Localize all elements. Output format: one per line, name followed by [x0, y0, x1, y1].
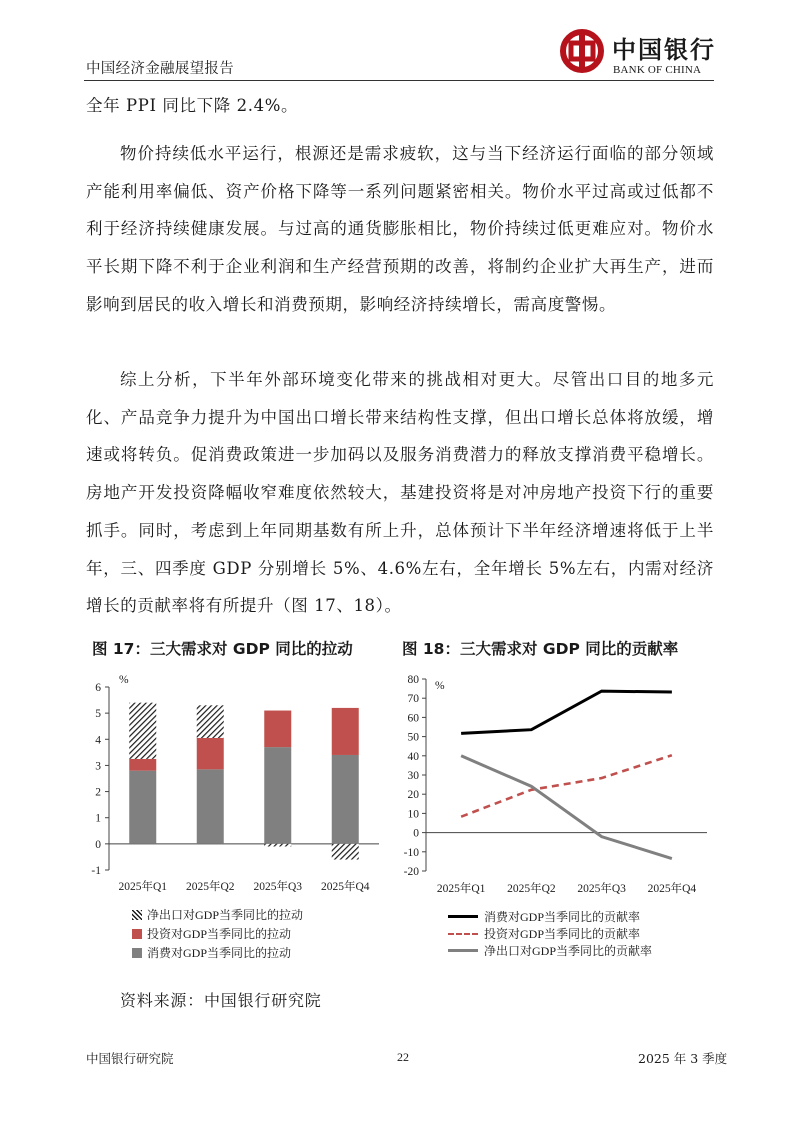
legend-item [132, 905, 303, 924]
y-tick-label: 30 [407, 770, 419, 782]
header-divider [84, 80, 714, 81]
legend-line-swatch [448, 915, 478, 918]
figure-18-title: 图 18：三大需求对 GDP 同比的贡献率 [402, 640, 679, 658]
figure-17-title: 图 17：三大需求对 GDP 同比的拉动 [92, 640, 353, 658]
bank-logo-cn-text: 中国银行 [612, 35, 716, 64]
x-tick-label: 2025年Q4 [320, 881, 370, 893]
paragraph-2: 物价持续低水平运行，根源还是需求疲软，这与当下经济运行面临的部分领域产能利用率偏低、资产价格下降等一系列问题紧密相关。物价水平过高或过低都不利于经济持续健康发展。与过高的通货膨胀相比，物价持续过低更难应对。物价水平长期下降不利于企业利润和生产经营预期的改善，将制约企业扩大再生产，进而影响到居民的收入增长和消费预期，影响经济持续增长，需高度警惕。 [86, 144, 714, 314]
figure-18-line-chart [392, 668, 722, 903]
legend-label: 净出口对GDP当季同比的贡献率 [484, 944, 653, 958]
x-tick-label: 2025年Q1 [118, 881, 168, 893]
x-tick-label: 2025年Q3 [253, 881, 303, 893]
bar-consumption [264, 747, 291, 844]
bar-investment [332, 708, 359, 755]
footer-period: 2025 年 3 季度 [638, 1051, 728, 1066]
bar-net-export [264, 844, 291, 847]
legend-label: 投资对GDP当季同比的拉动 [147, 927, 292, 941]
legend-label: 消费对GDP当季同比的拉动 [147, 946, 292, 960]
report-title: 中国经济金融展望报告 [86, 61, 234, 77]
paragraph-3: 综上分析，下半年外部环境变化带来的挑战相对更大。尽管出口目的地多元化、产品竞争力提升为中国出口增长带来结构性支撑，但出口增长总体将放缓，增速或将转负。促消费政策进一步加码以及服务消费潜力的释放支撑消费平稳增长。房地产开发投资降幅收窄难度依然较大，基建投资将是对冲房地产投资下行的重要抓手。同时，考虑到上年同期基数有所上升，总体预计下半年经济增速将低于上半年，三、四季度 GDP 分别增长 5%、4.6%左右，全年增长 5%左右，内需对经济增长的贡献率将有所提升（图 17、18）。 [86, 370, 714, 616]
y-tick-label: 80 [407, 674, 419, 686]
x-tick-label: 2025年Q2 [507, 883, 556, 895]
legend-item [448, 908, 652, 925]
y-tick-label: 1 [95, 812, 101, 825]
figure-17-stacked-bar-chart [84, 668, 384, 903]
legend-line-swatch [448, 949, 478, 952]
legend-item [448, 942, 652, 959]
investment-line [461, 755, 672, 816]
bar-investment [264, 711, 291, 748]
legend-item [448, 925, 652, 942]
figure-17-legend [132, 905, 303, 962]
bar-net-export [332, 844, 359, 860]
y-tick-label: 70 [407, 693, 419, 706]
page-number: 22 [397, 1050, 409, 1064]
x-tick-label: 2025年Q2 [185, 881, 235, 893]
legend-label: 投资对GDP当季同比的贡献率 [484, 927, 641, 941]
x-tick-label: 2025年Q3 [577, 883, 626, 895]
legend-item [132, 943, 303, 962]
bar-investment [197, 738, 224, 769]
y-tick-label: 5 [95, 708, 101, 721]
legend-label: 消费对GDP当季同比的贡献率 [484, 910, 641, 924]
bar-net-export [197, 705, 224, 738]
x-tick-label: 2025年Q1 [436, 883, 486, 895]
legend-item [132, 924, 303, 943]
y-tick-label: 4 [95, 734, 101, 747]
figure-18-legend [448, 908, 652, 959]
legend-swatch [132, 910, 142, 920]
y-axis-unit: % [435, 680, 445, 692]
bar-investment [129, 759, 156, 771]
y-tick-label: 40 [407, 750, 419, 763]
legend-swatch [132, 948, 142, 958]
y-tick-label: 50 [407, 731, 419, 744]
bar-net-export [129, 703, 156, 759]
bar-consumption [332, 755, 359, 844]
bar-consumption [197, 769, 224, 844]
legend-label: 净出口对GDP当季同比的拉动 [147, 908, 304, 922]
y-tick-label: 3 [95, 760, 101, 773]
y-tick-label: -1 [91, 865, 101, 877]
y-tick-label: 0 [413, 827, 419, 840]
bank-logo-en-text: BANK OF CHINA [613, 64, 702, 76]
data-source-note: 资料来源：中国银行研究院 [120, 991, 322, 1010]
y-tick-label: 6 [95, 682, 101, 694]
bar-consumption [129, 771, 156, 844]
y-tick-label: -20 [403, 866, 419, 878]
y-tick-label: -10 [403, 846, 419, 859]
y-axis-unit: % [119, 674, 129, 686]
paragraph-1: 全年 PPI 同比下降 2.4%。 [86, 96, 299, 115]
y-tick-label: 20 [407, 789, 419, 802]
y-tick-label: 10 [407, 808, 419, 821]
consumption-line [461, 691, 672, 733]
y-tick-label: 60 [407, 712, 419, 725]
x-tick-label: 2025年Q4 [647, 883, 697, 895]
net-export-line [461, 756, 672, 859]
legend-swatch [132, 929, 142, 939]
legend-line-swatch [448, 933, 478, 935]
footer-organization: 中国银行研究院 [86, 1051, 174, 1066]
y-tick-label: 2 [95, 786, 101, 799]
y-tick-label: 0 [95, 838, 101, 851]
